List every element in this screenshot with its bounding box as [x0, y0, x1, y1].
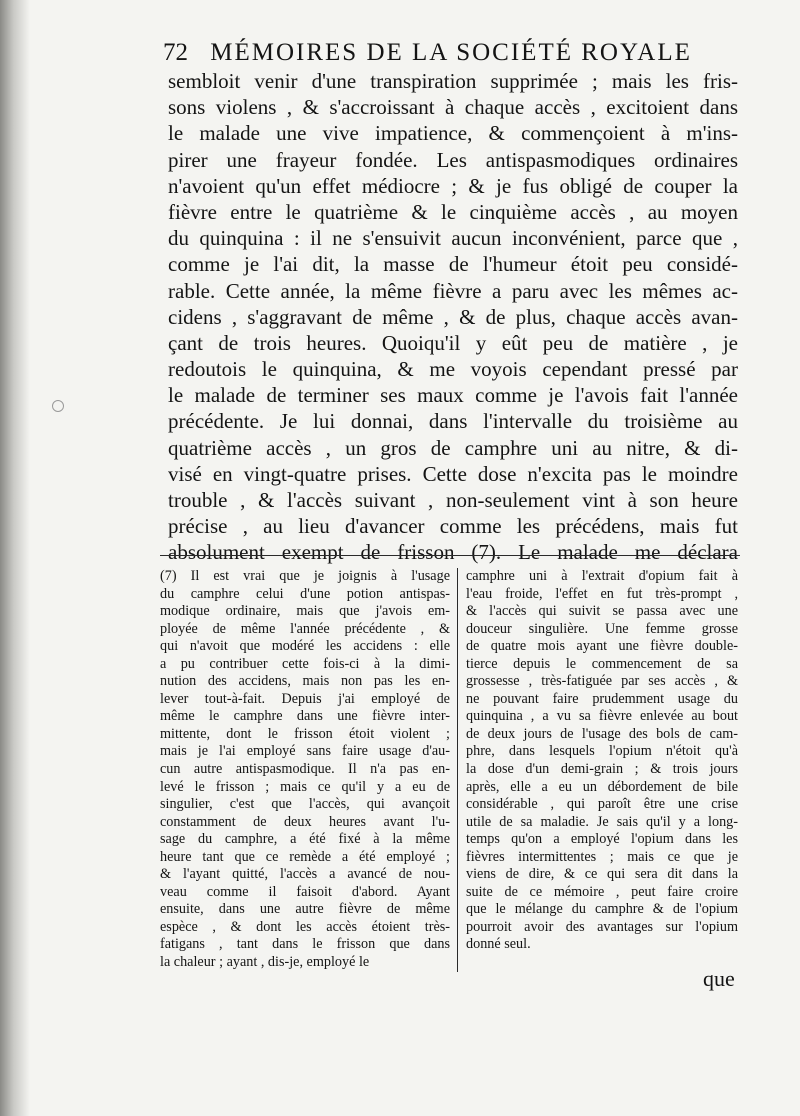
text-line: pirer une frayeur fondée. Les antispasmodiques ordinaires [168, 147, 738, 172]
text-line: cidens , s'aggravant de même , & de plus, chaque accès avan- [168, 304, 738, 329]
footnote-line: a pu contribuer cette fois-ci à la dimi- [160, 655, 450, 672]
footnote-line: de quatre mois ayant une fièvre double- [466, 638, 738, 655]
text-line: rable. Cette année, la même fièvre a paru avec les mêmes ac- [168, 278, 738, 303]
footnote-line: & l'ayant quitté, l'accès a avancé de nou- [160, 866, 450, 883]
text-line: quatrième accès , un gros de camphre uni au nitre, & di- [168, 435, 738, 460]
footnote-line: l'eau froide, l'effet en fut très-prompt , [466, 585, 738, 602]
footnote-line: heure tant que ce remède a été employé ; [160, 848, 450, 865]
text-line: çant de trois heures. Quoiqu'il y eût peu de matière , je [168, 330, 738, 355]
catchword: que [703, 966, 735, 991]
text-line: comme je l'ai dit, la masse de l'humeur étoit peu considé- [168, 252, 738, 277]
running-title: MÉMOIRES DE LA SOCIÉTÉ ROYALE [210, 39, 692, 66]
footnote-line: fièvres intermittentes ; mais ce que je [466, 848, 738, 865]
text-line: sons violens , & s'accroissant à chaque accès , excitoient dans [168, 95, 738, 120]
footnote-line: grossesse , très-fatiguée par ses accès , & [466, 673, 738, 690]
text-line: du quinquina : il ne s'ensuivit aucun inconvénient, parce que , [168, 226, 738, 251]
footnote-column-left [160, 568, 450, 972]
footnote-line: même le camphre dans une fièvre inter- [160, 708, 450, 725]
footnote-line: modique ordinaire, mais que j'avois em- [160, 603, 450, 620]
text-line: précise , au lieu d'avancer comme les précédens, mais fut [168, 514, 738, 539]
footnote-line: ployée de même l'année précédente , & [160, 620, 450, 637]
footnote-line: ensuite, dans une autre fièvre de même [160, 901, 450, 918]
footnote-line: utile de sa maladie. Je sais qu'il y a long- [466, 813, 738, 830]
footnote-line: douceur singulière. Une femme grosse [466, 620, 738, 637]
footnote-line: nution des accidens, mais non pas les en- [160, 673, 450, 690]
margin-blot [52, 400, 64, 412]
footnote-line: camphre uni à l'extrait d'opium fait à [466, 568, 738, 584]
page-spine-shadow [0, 0, 30, 1116]
main-text-block [168, 68, 738, 566]
footnote-line: (7) Il est vrai que je joignis à l'usage [160, 568, 450, 584]
text-line: visé en vingt-quatre prises. Cette dose n'excita pas le moindre [168, 461, 738, 486]
footnote-line: tierce depuis le commencement de sa [466, 655, 738, 672]
text-line: n'avoient qu'un effet médiocre ; & je fus obligé de couper la [168, 173, 738, 198]
footnote-line: qui n'avoit que modéré les accidens : elle [160, 638, 450, 655]
footnote-line: cun autre antispasmodique. Il n'a pas en- [160, 761, 450, 778]
footnote-line: suite de ce mémoire , peut faire croire [466, 883, 738, 900]
footnote-line: constamment de deux heures avant l'u- [160, 813, 450, 830]
footnote-line: sage du camphre, a été fixé à la même [160, 831, 450, 848]
text-line: sembloit venir d'une transpiration supprimée ; mais les fris- [168, 69, 738, 93]
footnote-line: phre, dans lesquels l'opium n'étoit qu'à [466, 743, 738, 760]
text-line: précédente. Je lui donnai, dans l'intervalle du troisième au [168, 409, 738, 434]
footnote-column-right [466, 568, 738, 954]
text-line: redoutois le quinquina, & me voyois cependant pressé par [168, 357, 738, 382]
footnote-line: considérable , qui paroît être une crise [466, 796, 738, 813]
footnote-line: ne pouvant faire prudemment usage du [466, 690, 738, 707]
footnote-line: mais je l'ai employé sans faire usage d'au- [160, 743, 450, 760]
footnote-line: fatigans , tant dans le frisson que dans [160, 936, 450, 953]
footnote-line: mittente, dont le frisson étoit violent ; [160, 725, 450, 742]
footnote-column-divider [457, 568, 458, 972]
text-line: le malade une vive impatience, & commençoient à m'ins- [168, 121, 738, 146]
footnote-line: la chaleur ; ayant , dis-je, employé le [160, 954, 370, 971]
footnote-separator-rule [160, 555, 740, 556]
footnote-line: temps qu'on a employé l'opium dans les [466, 831, 738, 848]
footnote-line: donné seul. [466, 936, 531, 953]
text-line: le malade de terminer ses maux comme je l'avois fait l'année [168, 383, 738, 408]
footnote-line: du camphre celui d'une potion antispas- [160, 585, 450, 602]
footnote-line: lever tout-à-fait. Depuis j'ai employé de [160, 690, 450, 707]
footnote-line: de deux jours de l'usage des bols de cam- [466, 725, 738, 742]
footnote-line: après, elle a eu un débordement de bile [466, 778, 738, 795]
text-line: fièvre entre le quatrième & le cinquième accès , au moyen [168, 199, 738, 224]
footnote-line: singulier, c'est que l'accès, qui avançoit [160, 796, 450, 813]
footnote-line: quinquina , a vu sa fièvre enlevée au bout [466, 708, 738, 725]
footnote-line: que le mélange du camphre & de l'opium [466, 901, 738, 918]
footnote-line: & l'accès qui suivit se passa avec une [466, 603, 738, 620]
footnote-line: pourroit avoir des avantages sur l'opium [466, 918, 738, 935]
text-line: trouble , & l'accès suivant , non-seulement vint à son heure [168, 488, 738, 512]
footnote-line: espèce , & dont les accès étoient très- [160, 918, 450, 935]
footnote-line: viens de dire, & ce qui sera dit dans la [466, 866, 738, 883]
page-number: 72 [163, 39, 188, 66]
footnote-line: la dose d'un demi-grain ; & trois jours [466, 761, 738, 778]
page-header [163, 38, 692, 68]
text-line: absolument exempt de frisson (7). Le malade me déclara [168, 540, 738, 565]
footnote-line: levé le frisson ; mais ce qu'il y a eu de [160, 778, 450, 795]
footnote-line: veau comme il faisoit d'abord. Ayant [160, 883, 450, 900]
